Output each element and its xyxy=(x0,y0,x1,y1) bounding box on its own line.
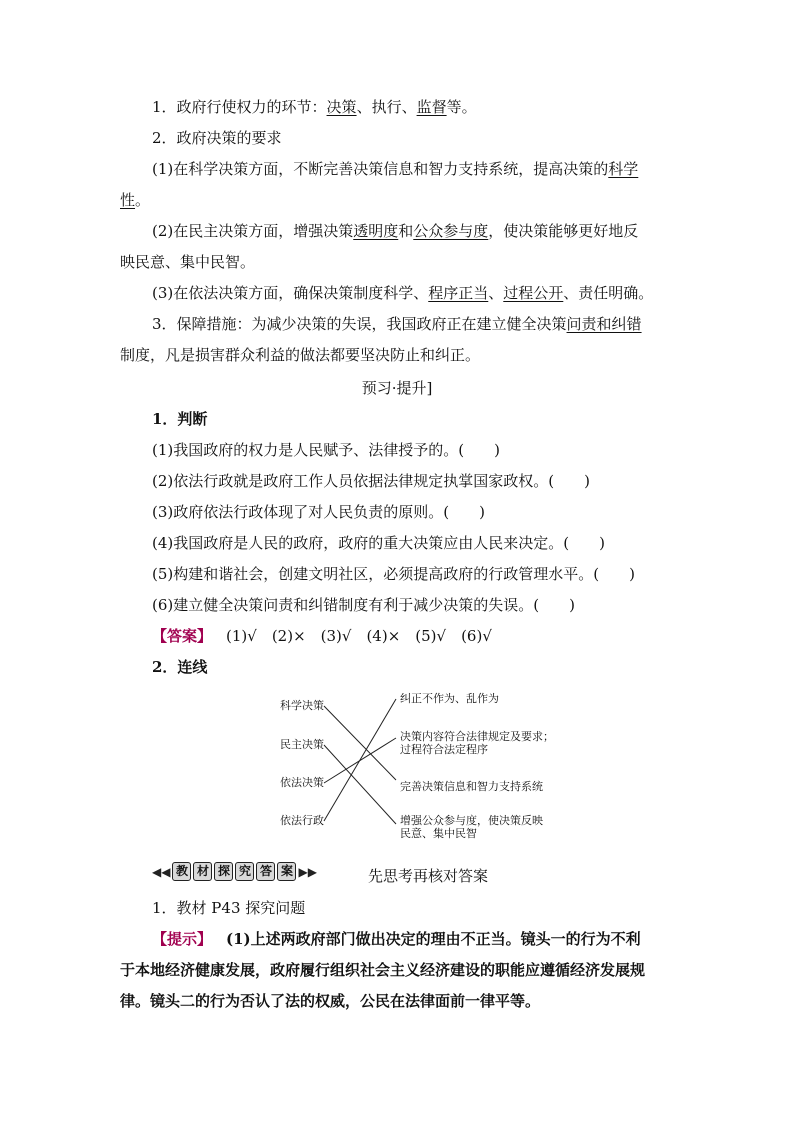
right-item-2-line1: 决策内容符合法律规定及要求； xyxy=(400,730,554,743)
link-heading: 2．连线 xyxy=(152,658,208,676)
banner-title: 先思考再核对答案 xyxy=(368,867,489,885)
banner-char: 答 xyxy=(256,862,275,881)
hint-text: (1)上述两政府部门做出决定的理由不正当。镜头一的行为不利 xyxy=(226,930,641,948)
right-item-3: 完善决策信息和智力支持系统 xyxy=(400,780,543,793)
answer-values: (1)√ (2)× (3)√ (4)× (5)√ (6)√ xyxy=(226,627,492,645)
text: ，使决策能够更好地反 xyxy=(488,222,639,240)
answer-tag: 【答案】 xyxy=(152,627,213,645)
item-scientific-decision xyxy=(152,159,638,179)
underlined-answer: 程序正当 xyxy=(428,284,489,302)
text: (2)在民主决策方面，增强决策 xyxy=(152,222,354,240)
explore-hint-line-3: 律。镜头二的行为否认了法的权威，公民在法律面前一律平等。 xyxy=(120,992,541,1010)
banner-char: 案 xyxy=(277,862,296,881)
section-banner xyxy=(152,862,317,881)
text: 等。 xyxy=(446,98,477,116)
right-item-1: 纠正不作为、乱作为 xyxy=(400,692,499,705)
item-government-power-links xyxy=(152,97,477,117)
explore-hint-line-1 xyxy=(152,929,641,949)
judge-question-2: (2)依法行政就是政府工作人员依据法律规定执掌国家政权。( ) xyxy=(152,472,590,490)
item-safeguard-measures-cont: 制度，凡是损害群众利益的做法都要坚决防止和纠正。 xyxy=(120,346,481,364)
matching-diagram xyxy=(270,684,570,844)
text: 3．保障措施：为减少决策的失误，我国政府正在建立健全决策 xyxy=(152,315,567,333)
double-arrow-left-icon: ◀◀ xyxy=(152,864,171,879)
left-item-4: 依法行政 xyxy=(280,814,324,827)
right-item-4-line2: 民意、集中民智 xyxy=(400,827,477,840)
text: 、 xyxy=(488,284,504,302)
underlined-answer: 性 xyxy=(120,191,136,209)
judge-heading: 1．判断 xyxy=(152,410,208,428)
link-line-2 xyxy=(324,745,396,824)
double-arrow-right-icon: ▶▶ xyxy=(298,864,317,879)
judge-question-1: (1)我国政府的权力是人民赋予、法律授予的。( ) xyxy=(152,441,500,459)
underlined-answer: 公众参与度 xyxy=(413,222,489,240)
item-democratic-decision xyxy=(152,221,638,241)
banner-char: 教 xyxy=(172,862,191,881)
explore-heading: 1．教材 P43 探究问题 xyxy=(152,899,306,917)
text: (3)在依法决策方面，确保决策制度科学、 xyxy=(152,284,429,302)
item-safeguard-measures xyxy=(152,314,642,334)
text: 、执行、 xyxy=(356,98,417,116)
underlined-answer: 问责和纠错 xyxy=(566,315,642,333)
banner-char: 究 xyxy=(235,862,254,881)
banner-char: 探 xyxy=(214,862,233,881)
explore-hint-line-2: 于本地经济健康发展，政府履行组织社会主义经济建设的职能应遵循经济发展规 xyxy=(120,961,646,979)
text: 1．政府行使权力的环节： xyxy=(152,98,327,116)
left-item-1: 科学决策 xyxy=(280,699,324,712)
judge-answer-row xyxy=(152,626,492,646)
judge-question-4: (4)我国政府是人民的政府，政府的重大决策应由人民来决定。( ) xyxy=(152,534,605,552)
judge-question-5: (5)构建和谐社会，创建文明社区，必须提高政府的行政管理水平。( ) xyxy=(152,565,635,583)
underlined-answer: 决策 xyxy=(326,98,357,116)
item-scientific-decision-cont xyxy=(120,190,150,210)
underlined-answer: 科学 xyxy=(608,160,639,178)
item-democratic-decision-cont: 映民意、集中民智。 xyxy=(120,253,256,271)
judge-question-6: (6)建立健全决策问责和纠错制度有利于减少决策的失误。( ) xyxy=(152,596,575,614)
right-item-4-line1: 增强公众参与度，使决策反映 xyxy=(400,814,543,827)
underlined-answer: 监督 xyxy=(416,98,447,116)
item-lawful-decision xyxy=(152,283,653,303)
text: (1)在科学决策方面，不断完善决策信息和智力支持系统，提高决策的 xyxy=(152,160,609,178)
left-item-2: 民主决策 xyxy=(280,738,324,751)
left-item-3: 依法决策 xyxy=(280,776,324,789)
banner-char: 材 xyxy=(193,862,212,881)
hint-tag: 【提示】 xyxy=(152,930,213,948)
underlined-answer: 过程公开 xyxy=(503,284,564,302)
underlined-answer: 透明度 xyxy=(353,222,399,240)
judge-question-3: (3)政府依法行政体现了对人民负责的原则。( ) xyxy=(152,503,485,521)
preview-section-title: 预习·提升] xyxy=(361,379,433,397)
right-item-2-line2: 过程符合法定程序 xyxy=(400,743,488,756)
text: 。 xyxy=(135,191,151,209)
text: 、责任明确。 xyxy=(563,284,654,302)
item-decision-requirements-heading: 2．政府决策的要求 xyxy=(152,129,282,147)
text: 和 xyxy=(398,222,414,240)
